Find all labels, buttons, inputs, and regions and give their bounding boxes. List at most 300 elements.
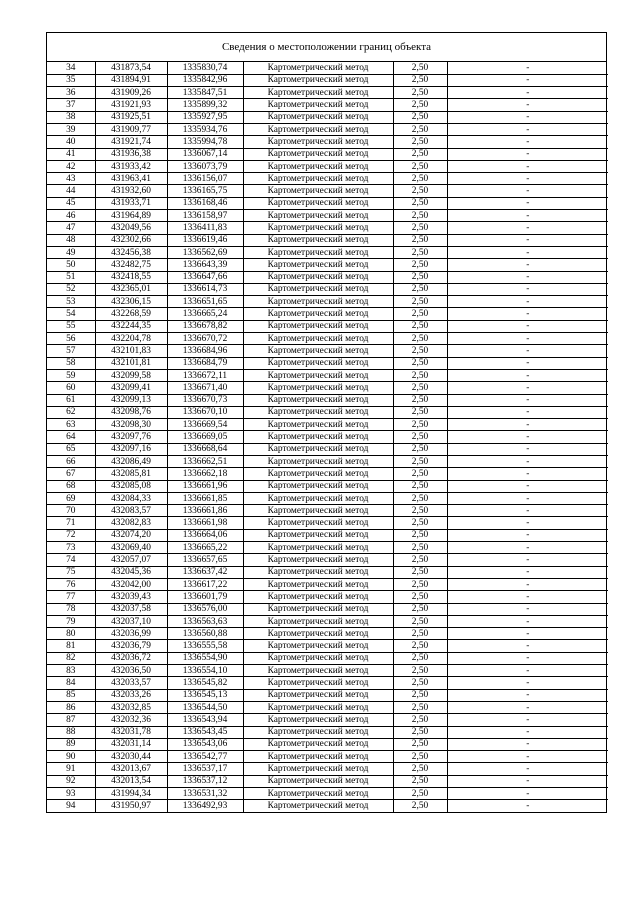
- x-coordinate-cell: 432099,58: [95, 369, 167, 381]
- description-cell: -: [447, 603, 608, 615]
- method-cell: Картометрический метод: [243, 406, 393, 418]
- method-cell: Картометрический метод: [243, 542, 393, 554]
- description-cell: -: [447, 382, 608, 394]
- y-coordinate-cell: 1336669,05: [167, 431, 243, 443]
- point-number-cell: 94: [47, 800, 95, 812]
- table-row: [47, 701, 608, 713]
- description-cell: -: [447, 652, 608, 664]
- x-coordinate-cell: 431921,93: [95, 99, 167, 111]
- method-cell: Картометрический метод: [243, 665, 393, 677]
- y-coordinate-cell: 1336669,54: [167, 419, 243, 431]
- point-number-cell: 62: [47, 406, 95, 418]
- x-coordinate-cell: 432032,85: [95, 701, 167, 713]
- description-cell: -: [447, 148, 608, 160]
- description-cell: -: [447, 529, 608, 541]
- point-number-cell: 34: [47, 62, 95, 74]
- accuracy-cell: 2,50: [393, 542, 447, 554]
- x-coordinate-cell: 432032,36: [95, 714, 167, 726]
- method-cell: Картометрический метод: [243, 788, 393, 800]
- y-coordinate-cell: 1336665,24: [167, 308, 243, 320]
- y-coordinate-cell: 1335830,74: [167, 62, 243, 74]
- method-cell: Картометрический метод: [243, 775, 393, 787]
- point-number-cell: 63: [47, 419, 95, 431]
- table-row: [47, 492, 608, 504]
- accuracy-cell: 2,50: [393, 62, 447, 74]
- table-row: [47, 160, 608, 172]
- table-row: [47, 628, 608, 640]
- description-cell: -: [447, 800, 608, 812]
- accuracy-cell: 2,50: [393, 283, 447, 295]
- point-number-cell: 79: [47, 615, 95, 627]
- x-coordinate-cell: 431873,54: [95, 62, 167, 74]
- table-row: [47, 689, 608, 701]
- point-number-cell: 83: [47, 665, 95, 677]
- description-cell: -: [447, 419, 608, 431]
- description-cell: -: [447, 456, 608, 468]
- point-number-cell: 51: [47, 271, 95, 283]
- table-row: [47, 615, 608, 627]
- x-coordinate-cell: 432101,83: [95, 345, 167, 357]
- y-coordinate-cell: 1336563,63: [167, 615, 243, 627]
- table-row: [47, 751, 608, 763]
- description-cell: -: [447, 542, 608, 554]
- table-row: [47, 308, 608, 320]
- method-cell: Картометрический метод: [243, 419, 393, 431]
- method-cell: Картометрический метод: [243, 726, 393, 738]
- table-row: [47, 382, 608, 394]
- method-cell: Картометрический метод: [243, 529, 393, 541]
- method-cell: Картометрический метод: [243, 800, 393, 812]
- method-cell: Картометрический метод: [243, 148, 393, 160]
- point-number-cell: 91: [47, 763, 95, 775]
- accuracy-cell: 2,50: [393, 763, 447, 775]
- description-cell: -: [447, 554, 608, 566]
- point-number-cell: 76: [47, 578, 95, 590]
- description-cell: -: [447, 185, 608, 197]
- x-coordinate-cell: 432302,66: [95, 234, 167, 246]
- y-coordinate-cell: 1336576,00: [167, 603, 243, 615]
- description-cell: -: [447, 689, 608, 701]
- table-row: [47, 566, 608, 578]
- x-coordinate-cell: 432306,15: [95, 296, 167, 308]
- description-cell: -: [447, 320, 608, 332]
- point-number-cell: 45: [47, 197, 95, 209]
- point-number-cell: 73: [47, 542, 95, 554]
- description-cell: -: [447, 62, 608, 74]
- x-coordinate-cell: 431921,74: [95, 136, 167, 148]
- point-number-cell: 47: [47, 222, 95, 234]
- y-coordinate-cell: 1336560,88: [167, 628, 243, 640]
- table-row: [47, 456, 608, 468]
- y-coordinate-cell: 1336662,18: [167, 468, 243, 480]
- table-row: [47, 763, 608, 775]
- y-coordinate-cell: 1336543,06: [167, 738, 243, 750]
- point-number-cell: 42: [47, 160, 95, 172]
- accuracy-cell: 2,50: [393, 628, 447, 640]
- table-row: [47, 74, 608, 86]
- table-row: [47, 800, 608, 812]
- accuracy-cell: 2,50: [393, 271, 447, 283]
- method-cell: Картометрический метод: [243, 591, 393, 603]
- y-coordinate-cell: 1336554,90: [167, 652, 243, 664]
- x-coordinate-cell: 432098,30: [95, 419, 167, 431]
- point-number-cell: 75: [47, 566, 95, 578]
- method-cell: Картометрический метод: [243, 578, 393, 590]
- description-cell: -: [447, 123, 608, 135]
- table-row: [47, 246, 608, 258]
- x-coordinate-cell: 432204,78: [95, 333, 167, 345]
- method-cell: Картометрический метод: [243, 345, 393, 357]
- y-coordinate-cell: 1336619,46: [167, 234, 243, 246]
- point-number-cell: 69: [47, 492, 95, 504]
- method-cell: Картометрический метод: [243, 689, 393, 701]
- description-cell: -: [447, 726, 608, 738]
- table-row: [47, 665, 608, 677]
- y-coordinate-cell: 1336661,85: [167, 492, 243, 504]
- description-cell: -: [447, 505, 608, 517]
- x-coordinate-cell: 431933,71: [95, 197, 167, 209]
- y-coordinate-cell: 1336670,10: [167, 406, 243, 418]
- description-cell: -: [447, 234, 608, 246]
- coordinates-table-body: [47, 62, 608, 812]
- table-row: [47, 554, 608, 566]
- point-number-cell: 92: [47, 775, 95, 787]
- method-cell: Картометрический метод: [243, 222, 393, 234]
- table-row: [47, 542, 608, 554]
- y-coordinate-cell: 1336647,66: [167, 271, 243, 283]
- accuracy-cell: 2,50: [393, 578, 447, 590]
- y-coordinate-cell: 1336670,72: [167, 333, 243, 345]
- method-cell: Картометрический метод: [243, 111, 393, 123]
- y-coordinate-cell: 1336672,11: [167, 369, 243, 381]
- accuracy-cell: 2,50: [393, 677, 447, 689]
- table-row: [47, 738, 608, 750]
- description-cell: -: [447, 566, 608, 578]
- accuracy-cell: 2,50: [393, 87, 447, 99]
- y-coordinate-cell: 1335899,32: [167, 99, 243, 111]
- table-row: [47, 333, 608, 345]
- y-coordinate-cell: 1336537,17: [167, 763, 243, 775]
- y-coordinate-cell: 1336664,06: [167, 529, 243, 541]
- accuracy-cell: 2,50: [393, 566, 447, 578]
- table-row: [47, 431, 608, 443]
- accuracy-cell: 2,50: [393, 111, 447, 123]
- table-row: [47, 320, 608, 332]
- accuracy-cell: 2,50: [393, 259, 447, 271]
- accuracy-cell: 2,50: [393, 615, 447, 627]
- method-cell: Картометрический метод: [243, 123, 393, 135]
- x-coordinate-cell: 432049,56: [95, 222, 167, 234]
- point-number-cell: 74: [47, 554, 95, 566]
- accuracy-cell: 2,50: [393, 591, 447, 603]
- table-row: [47, 283, 608, 295]
- x-coordinate-cell: 432418,55: [95, 271, 167, 283]
- y-coordinate-cell: 1336411,83: [167, 222, 243, 234]
- description-cell: -: [447, 431, 608, 443]
- point-number-cell: 46: [47, 210, 95, 222]
- point-number-cell: 66: [47, 456, 95, 468]
- method-cell: Картометрический метод: [243, 763, 393, 775]
- accuracy-cell: 2,50: [393, 320, 447, 332]
- method-cell: Картометрический метод: [243, 738, 393, 750]
- point-number-cell: 44: [47, 185, 95, 197]
- y-coordinate-cell: 1336545,82: [167, 677, 243, 689]
- method-cell: Картометрический метод: [243, 136, 393, 148]
- method-cell: Картометрический метод: [243, 320, 393, 332]
- accuracy-cell: 2,50: [393, 369, 447, 381]
- point-number-cell: 56: [47, 333, 95, 345]
- method-cell: Картометрический метод: [243, 640, 393, 652]
- method-cell: Картометрический метод: [243, 234, 393, 246]
- coordinates-table: [47, 62, 608, 812]
- accuracy-cell: 2,50: [393, 689, 447, 701]
- table-row: [47, 271, 608, 283]
- y-coordinate-cell: 1336662,51: [167, 456, 243, 468]
- x-coordinate-cell: 432069,40: [95, 542, 167, 554]
- method-cell: Картометрический метод: [243, 369, 393, 381]
- accuracy-cell: 2,50: [393, 751, 447, 763]
- x-coordinate-cell: 432013,54: [95, 775, 167, 787]
- method-cell: Картометрический метод: [243, 308, 393, 320]
- y-coordinate-cell: 1336670,73: [167, 394, 243, 406]
- y-coordinate-cell: 1336684,96: [167, 345, 243, 357]
- x-coordinate-cell: 432031,14: [95, 738, 167, 750]
- point-number-cell: 77: [47, 591, 95, 603]
- table-row: [47, 468, 608, 480]
- x-coordinate-cell: 432036,72: [95, 652, 167, 664]
- description-cell: -: [447, 197, 608, 209]
- y-coordinate-cell: 1336554,10: [167, 665, 243, 677]
- x-coordinate-cell: 431964,89: [95, 210, 167, 222]
- point-number-cell: 50: [47, 259, 95, 271]
- y-coordinate-cell: 1336542,77: [167, 751, 243, 763]
- table-row: [47, 296, 608, 308]
- x-coordinate-cell: 432036,50: [95, 665, 167, 677]
- method-cell: Картометрический метод: [243, 554, 393, 566]
- x-coordinate-cell: 432074,20: [95, 529, 167, 541]
- description-cell: -: [447, 296, 608, 308]
- description-cell: -: [447, 640, 608, 652]
- table-row: [47, 529, 608, 541]
- description-cell: -: [447, 357, 608, 369]
- table-row: [47, 99, 608, 111]
- description-cell: -: [447, 480, 608, 492]
- method-cell: Картометрический метод: [243, 246, 393, 258]
- table-row: [47, 677, 608, 689]
- accuracy-cell: 2,50: [393, 357, 447, 369]
- description-cell: -: [447, 210, 608, 222]
- table-row: [47, 788, 608, 800]
- accuracy-cell: 2,50: [393, 431, 447, 443]
- accuracy-cell: 2,50: [393, 443, 447, 455]
- table-row: [47, 111, 608, 123]
- x-coordinate-cell: 432244,35: [95, 320, 167, 332]
- table-row: [47, 652, 608, 664]
- x-coordinate-cell: 432098,76: [95, 406, 167, 418]
- accuracy-cell: 2,50: [393, 665, 447, 677]
- table-row: [47, 345, 608, 357]
- accuracy-cell: 2,50: [393, 529, 447, 541]
- point-number-cell: 80: [47, 628, 95, 640]
- description-cell: -: [447, 443, 608, 455]
- y-coordinate-cell: 1335847,51: [167, 87, 243, 99]
- description-cell: -: [447, 87, 608, 99]
- x-coordinate-cell: 432085,81: [95, 468, 167, 480]
- y-coordinate-cell: 1336671,40: [167, 382, 243, 394]
- x-coordinate-cell: 432037,10: [95, 615, 167, 627]
- point-number-cell: 61: [47, 394, 95, 406]
- description-cell: -: [447, 369, 608, 381]
- table-row: [47, 394, 608, 406]
- y-coordinate-cell: 1336614,73: [167, 283, 243, 295]
- method-cell: Картометрический метод: [243, 603, 393, 615]
- y-coordinate-cell: 1336544,50: [167, 701, 243, 713]
- x-coordinate-cell: 432031,78: [95, 726, 167, 738]
- point-number-cell: 89: [47, 738, 95, 750]
- method-cell: Картометрический метод: [243, 87, 393, 99]
- y-coordinate-cell: 1336531,32: [167, 788, 243, 800]
- accuracy-cell: 2,50: [393, 136, 447, 148]
- table-row: [47, 87, 608, 99]
- point-number-cell: 85: [47, 689, 95, 701]
- y-coordinate-cell: 1336543,45: [167, 726, 243, 738]
- accuracy-cell: 2,50: [393, 333, 447, 345]
- y-coordinate-cell: 1336156,07: [167, 173, 243, 185]
- point-number-cell: 36: [47, 87, 95, 99]
- method-cell: Картометрический метод: [243, 714, 393, 726]
- description-cell: -: [447, 628, 608, 640]
- description-cell: -: [447, 173, 608, 185]
- method-cell: Картометрический метод: [243, 517, 393, 529]
- x-coordinate-cell: 432037,58: [95, 603, 167, 615]
- description-cell: -: [447, 160, 608, 172]
- boundary-table-sheet: [46, 32, 607, 813]
- point-number-cell: 72: [47, 529, 95, 541]
- point-number-cell: 67: [47, 468, 95, 480]
- description-cell: -: [447, 468, 608, 480]
- point-number-cell: 65: [47, 443, 95, 455]
- method-cell: Картометрический метод: [243, 210, 393, 222]
- table-row: [47, 419, 608, 431]
- description-cell: -: [447, 775, 608, 787]
- accuracy-cell: 2,50: [393, 222, 447, 234]
- point-number-cell: 81: [47, 640, 95, 652]
- accuracy-cell: 2,50: [393, 738, 447, 750]
- x-coordinate-cell: 432097,76: [95, 431, 167, 443]
- x-coordinate-cell: 432097,16: [95, 443, 167, 455]
- accuracy-cell: 2,50: [393, 800, 447, 812]
- x-coordinate-cell: 431932,60: [95, 185, 167, 197]
- accuracy-cell: 2,50: [393, 468, 447, 480]
- x-coordinate-cell: 432084,33: [95, 492, 167, 504]
- description-cell: -: [447, 738, 608, 750]
- point-number-cell: 78: [47, 603, 95, 615]
- method-cell: Картометрический метод: [243, 173, 393, 185]
- method-cell: Картометрический метод: [243, 628, 393, 640]
- method-cell: Картометрический метод: [243, 99, 393, 111]
- y-coordinate-cell: 1336168,46: [167, 197, 243, 209]
- accuracy-cell: 2,50: [393, 160, 447, 172]
- x-coordinate-cell: 431950,97: [95, 800, 167, 812]
- accuracy-cell: 2,50: [393, 775, 447, 787]
- point-number-cell: 59: [47, 369, 95, 381]
- table-row: [47, 197, 608, 209]
- table-row: [47, 603, 608, 615]
- x-coordinate-cell: 432268,59: [95, 308, 167, 320]
- accuracy-cell: 2,50: [393, 603, 447, 615]
- accuracy-cell: 2,50: [393, 296, 447, 308]
- description-cell: -: [447, 751, 608, 763]
- method-cell: Картометрический метод: [243, 480, 393, 492]
- description-cell: -: [447, 701, 608, 713]
- x-coordinate-cell: 432365,01: [95, 283, 167, 295]
- table-title: Сведения о местоположении границ объекта: [47, 33, 606, 62]
- y-coordinate-cell: 1336651,65: [167, 296, 243, 308]
- point-number-cell: 68: [47, 480, 95, 492]
- method-cell: Картометрический метод: [243, 615, 393, 627]
- accuracy-cell: 2,50: [393, 788, 447, 800]
- method-cell: Картометрический метод: [243, 62, 393, 74]
- accuracy-cell: 2,50: [393, 74, 447, 86]
- accuracy-cell: 2,50: [393, 246, 447, 258]
- method-cell: Картометрический метод: [243, 74, 393, 86]
- description-cell: -: [447, 492, 608, 504]
- accuracy-cell: 2,50: [393, 480, 447, 492]
- x-coordinate-cell: 432057,07: [95, 554, 167, 566]
- table-row: [47, 578, 608, 590]
- x-coordinate-cell: 432013,67: [95, 763, 167, 775]
- accuracy-cell: 2,50: [393, 517, 447, 529]
- point-number-cell: 37: [47, 99, 95, 111]
- x-coordinate-cell: 432042,00: [95, 578, 167, 590]
- point-number-cell: 64: [47, 431, 95, 443]
- x-coordinate-cell: 432085,08: [95, 480, 167, 492]
- table-row: [47, 148, 608, 160]
- x-coordinate-cell: 431933,42: [95, 160, 167, 172]
- accuracy-cell: 2,50: [393, 123, 447, 135]
- accuracy-cell: 2,50: [393, 185, 447, 197]
- y-coordinate-cell: 1336665,22: [167, 542, 243, 554]
- description-cell: -: [447, 345, 608, 357]
- method-cell: Картометрический метод: [243, 357, 393, 369]
- x-coordinate-cell: 432086,49: [95, 456, 167, 468]
- accuracy-cell: 2,50: [393, 714, 447, 726]
- accuracy-cell: 2,50: [393, 554, 447, 566]
- accuracy-cell: 2,50: [393, 197, 447, 209]
- y-coordinate-cell: 1336543,94: [167, 714, 243, 726]
- method-cell: Картометрический метод: [243, 652, 393, 664]
- method-cell: Картометрический метод: [243, 468, 393, 480]
- point-number-cell: 70: [47, 505, 95, 517]
- accuracy-cell: 2,50: [393, 406, 447, 418]
- method-cell: Картометрический метод: [243, 505, 393, 517]
- table-row: [47, 517, 608, 529]
- y-coordinate-cell: 1336643,39: [167, 259, 243, 271]
- y-coordinate-cell: 1336661,86: [167, 505, 243, 517]
- point-number-cell: 88: [47, 726, 95, 738]
- method-cell: Картометрический метод: [243, 431, 393, 443]
- y-coordinate-cell: 1336601,79: [167, 591, 243, 603]
- point-number-cell: 41: [47, 148, 95, 160]
- point-number-cell: 86: [47, 701, 95, 713]
- description-cell: -: [447, 308, 608, 320]
- x-coordinate-cell: 432482,75: [95, 259, 167, 271]
- point-number-cell: 71: [47, 517, 95, 529]
- method-cell: Картометрический метод: [243, 701, 393, 713]
- accuracy-cell: 2,50: [393, 456, 447, 468]
- description-cell: -: [447, 615, 608, 627]
- x-coordinate-cell: 431994,34: [95, 788, 167, 800]
